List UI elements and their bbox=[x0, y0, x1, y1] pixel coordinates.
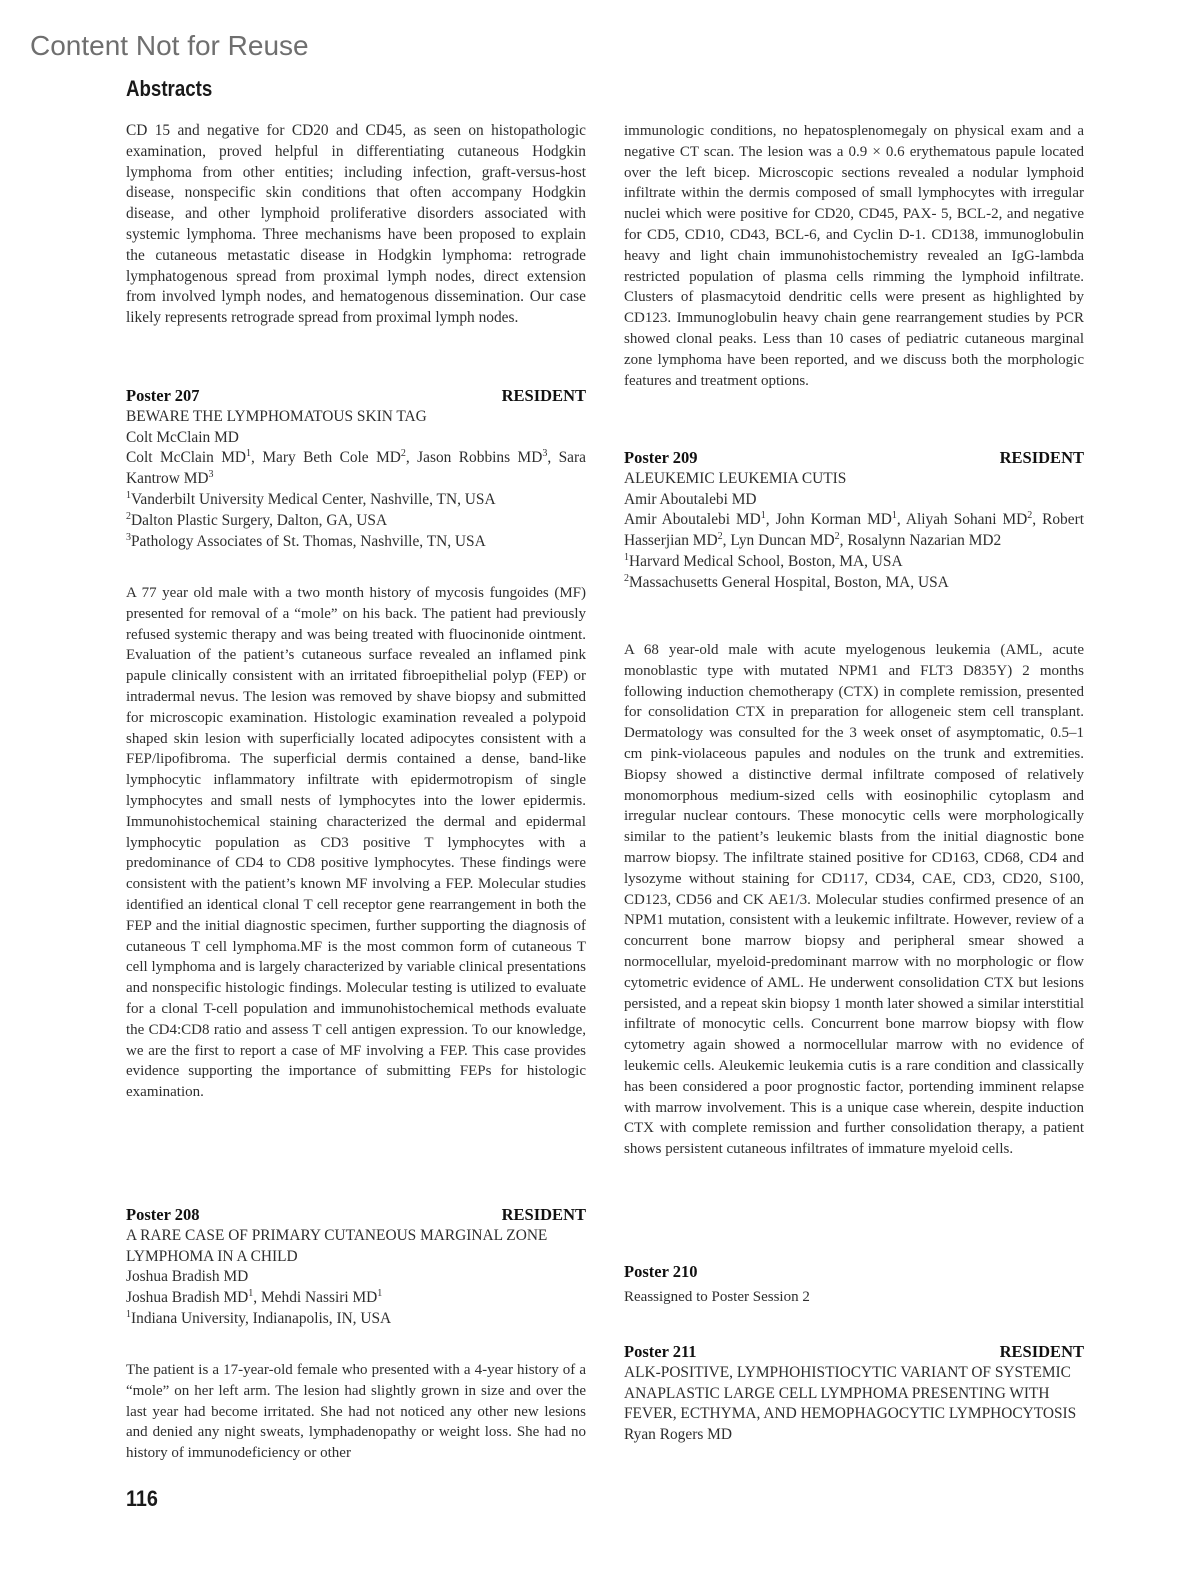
author-list: Colt McClain $MD^1$, Mary Beth Cole $MD^2$, Jason Robbins $MD^3$, Sara Kantrow $MD^3$ bbox=[126, 448, 586, 488]
section-title: Abstracts bbox=[126, 76, 213, 101]
author: Mary Beth Cole MD bbox=[262, 449, 401, 467]
author: John Korman MD bbox=[775, 511, 892, 529]
poster-209-body: A 68 year-old male with acute myelogenous leukemia (AML, acute monoblastic type with mutated NPM1 and FLT3 D835Y) 2 months following induction chemotherapy (CTX) in complete remission, presented for consolidation CTX in preparation for allogeneic stem cell transplant. Dermatology was consulted for the 3 week onset of asymptomatic, 0.5–1 cm pink-violaceous papules and nodules on the trunk and extremities. Biopsy showed a distinctive dermal infiltrate composed of relatively monomorphous medium-sized cells with eosinophilic cytoplasm and irregular nuclear contours. These monocytic cells were morphologically similar to the patient’s leukemic blasts from the initial diagnostic bone marrow biopsy. The infiltrate stained positive for CD163, CD68, CD4 and lysozyme without staining for CD117, CD34, CAE, CD3, CD20, S100, CD123, CD56 and CK AE1/3. Molecular studies confirmed presence of an NPM1 mutation, consistent with a leukemic infiltrate. However, review of a concurrent bone marrow biopsy and peripheral smear showed a normocellular, myeloid-predominant marrow with no morphologic or flow cytometric evidence of AML. He underwent consolidation CTX but lesions persisted, and a repeat skin biopsy 1 month later showed a similar interstitial infiltrate of monocytic cells. Concurrent bone marrow biopsy with flow cytometry again showed a normocellular marrow with no evidence of leukemic cells. Aleukemic leukemia cutis is a rare condition and classically has been considered a poor prognostic factor, portending imminent relapse with marrow involvement. This is a unique case wherein, despite induction CTX with complete remission and further consolidation therapy, a patient shows persistent cutaneous infiltrates of immature myeloid cells. bbox=[624, 642, 1084, 1158]
affiliation-superscript: 3 bbox=[126, 531, 131, 543]
poster-209 bbox=[624, 448, 1084, 594]
poster-header bbox=[624, 1342, 1084, 1363]
affiliation bbox=[624, 552, 1084, 573]
author-superscript: 1 bbox=[891, 510, 897, 522]
poster-header bbox=[624, 1262, 1084, 1283]
affiliation-text: Pathology Associates of St. Thomas, Nashville, TN, USA bbox=[131, 532, 486, 550]
affiliation-text: Indiana University, Indianapolis, IN, USA bbox=[131, 1309, 392, 1327]
author: Aliyah Sohani MD bbox=[905, 511, 1028, 529]
resident-badge: RESIDENT bbox=[999, 448, 1084, 467]
poster-header bbox=[126, 386, 586, 407]
author-superscript: 3 bbox=[208, 469, 214, 481]
poster-number: Poster 211 bbox=[624, 1342, 697, 1361]
poster-211 bbox=[624, 1342, 1084, 1446]
affiliation-superscript: 1 bbox=[624, 551, 629, 563]
affiliation-superscript: 2 bbox=[126, 510, 131, 522]
author-superscript: 1 bbox=[246, 448, 252, 460]
resident-badge: RESIDENT bbox=[501, 386, 586, 405]
poster-title: A RARE CASE OF PRIMARY CUTANEOUS MARGINAL ZONE LYMPHOMA IN A CHILD bbox=[126, 1226, 548, 1265]
author-superscript: 2 bbox=[400, 448, 406, 460]
poster-title: BEWARE THE LYMPHOMATOUS SKIN TAG bbox=[126, 407, 427, 425]
author-superscript: 2 bbox=[717, 531, 723, 543]
resident-badge: RESIDENT bbox=[999, 1342, 1084, 1361]
poster-header bbox=[624, 448, 1084, 469]
affiliation-superscript: 1 bbox=[126, 1308, 131, 1320]
poster-number: Poster 210 bbox=[624, 1262, 698, 1281]
author: Mehdi Nassiri MD bbox=[260, 1289, 378, 1307]
author-superscript: 1 bbox=[248, 1288, 254, 1300]
poster-number: Poster 208 bbox=[126, 1205, 200, 1224]
poster-208 bbox=[126, 1205, 586, 1330]
poster-header bbox=[126, 1205, 586, 1226]
author: Robert Hasserjian MD bbox=[624, 511, 1084, 550]
author: Rosalynn Nazarian MD2 bbox=[847, 532, 1002, 550]
author-superscript: 2 bbox=[1027, 510, 1033, 522]
author-list: Amir Aboutalebi $MD^1$, John Korman $MD^1$, Aliyah Sohani $MD^2$, Robert Hasserjian $MD^2$, Lyn Duncan $MD^2$, Rosalynn Nazarian MD2 bbox=[624, 510, 1084, 550]
presenter: Amir Aboutalebi MD bbox=[624, 490, 757, 508]
affiliation-superscript: 2 bbox=[624, 572, 629, 584]
affiliation bbox=[126, 490, 586, 511]
affiliation-list bbox=[624, 552, 1084, 594]
presenter: Ryan Rogers MD bbox=[624, 1426, 732, 1444]
affiliation bbox=[126, 532, 586, 553]
presenter: Colt McClain MD bbox=[126, 428, 239, 446]
presenter: Joshua Bradish MD bbox=[126, 1268, 249, 1286]
author-superscript: 1 bbox=[760, 510, 766, 522]
intro-paragraph: CD 15 and negative for CD20 and CD45, as seen on histopathologic examination, proved helpful in differentiating cutaneous Hodgkin lymphoma from other entities; including infection, graft-versus-host disease, nonspecific skin conditions that often accompany Hodgkin disease, and other lymphoid proliferative disorders associated with systemic lymphoma. Three mechanisms have been proposed to explain the cutaneous metastatic disease in Hodgkin lymphoma: retrograde lymphatogenous spread from proximal lymph nodes, direct extension from involved lymph nodes, and hematogenous dissemination. Our case likely represents retrograde spread from proximal lymph nodes. bbox=[126, 122, 586, 327]
author: Lyn Duncan MD bbox=[730, 532, 835, 550]
poster-number: Poster 209 bbox=[624, 448, 698, 467]
watermark: Content Not for Reuse bbox=[30, 30, 309, 61]
affiliation-list bbox=[126, 490, 586, 552]
author-superscript: 1 bbox=[377, 1288, 383, 1300]
poster-207 bbox=[126, 386, 586, 552]
author-list: Joshua Bradish $MD^1$, Mehdi Nassiri $MD^1$ bbox=[126, 1288, 383, 1307]
affiliation-superscript: 1 bbox=[126, 489, 131, 501]
affiliation-text: Harvard Medical School, Boston, MA, USA bbox=[629, 552, 903, 570]
poster-title: ALK-POSITIVE, LYMPHOHISTIOCYTIC VARIANT OF SYSTEMIC ANAPLASTIC LARGE CELL LYMPHOMA PRESENTING WITH FEVER, ECTHYMA, AND HEMOPHAGOCYTIC LYMPHOCYTOSIS bbox=[624, 1363, 1077, 1423]
affiliation bbox=[624, 573, 1084, 594]
affiliation-text: Massachusetts General Hospital, Boston, MA, USA bbox=[629, 573, 949, 591]
author-superscript: 2 bbox=[834, 531, 840, 543]
poster-number: Poster 207 bbox=[126, 386, 200, 405]
author: Amir Aboutalebi MD bbox=[624, 511, 761, 529]
poster-208-body-part2: immunologic conditions, no hepatosplenomegaly on physical exam and a negative CT scan. The lesion was a 0.9 × 0.6 erythematous papule located over the left bicep. Microscopic sections revealed a nodular lymphoid infiltrate within the dermis composed of small lymphocytes with irregular nuclei which were positive for CD20, CD45, PAX- 5, BCL-2, and negative for CD5, CD10, CD43, BCL-6, and Cyclin D-1. CD138, immunoglobulin heavy and light chain immunohistochemistry revealed an IgG-lambda restricted population of plasma cells rimming the lymphoid infiltrate. Clusters of plasmacytoid dendritic cells were present as highlighted by CD123. Immunoglobulin heavy chain gene rearrangement studies by PCR showed clonal peaks. Less than 10 cases of pediatric cutaneous marginal zone lymphoma have been reported, and we discuss both the morphologic features and treatment options. bbox=[624, 123, 1084, 389]
poster-208-body-part1: The patient is a 17-year-old female who presented with a 4-year history of a “mole” on her left arm. The lesion had slightly grown in size and over the last year had become irritated. She had not noticed any other new lesions and denied any night sweats, lymphadenopathy or weight loss. She had no history of immunodeficiency or other bbox=[126, 1362, 586, 1462]
author: Jason Robbins MD bbox=[417, 449, 543, 467]
poster-title: ALEUKEMIC LEUKEMIA CUTIS bbox=[624, 469, 847, 487]
poster-207-body: A 77 year old male with a two month history of mycosis fungoides (MF) presented for removal of a “mole” on his back. The patient had previously refused systemic therapy and was being treated with fluocinonide ointment. Evaluation of the patient’s cutaneous surface revealed an inflamed pink papule clinically consistent with an irritated fibroepithelial polyp (FEP) or intradermal nevus. The lesion was removed by shave biopsy and submitted for microscopic examination. Histologic examination revealed a polypoid shaped skin lesion with superficially located adipocytes consistent with a FEP/lipofibroma. The superficial dermis contained a dense, band-like lymphocytic inflammatory infiltrate with epidermotropism of single lymphocytes and small nests of lymphocytes into the lower epidermis. Immunohistochemical staining characterized the dermal and epidermal lymphocytic population as CD3 positive T lymphocytes with a predominance of CD4 to CD8 positive lymphocytes. These findings were consistent with the patient’s known MF involving a FEP. Molecular studies identified an identical clonal T cell receptor gene rearrangement in both the FEP and the initial diagnostic specimen, further supporting the diagnosis of cutaneous T cell lymphoma.MF is the most common form of cutaneous T cell lymphoma and is largely characterized by variable clinical presentations and nonspecific histologic findings. Molecular testing is utilized to evaluate for a clonal T-cell population and immunohistochemical methods evaluate the CD4:CD8 ratio and assess T cell antigen expression. To our knowledge, we are the first to report a case of MF involving a FEP. This case provides evidence supporting the importance of submitting FEPs for histologic examination. bbox=[126, 585, 586, 1101]
author: Sara Kantrow MD bbox=[126, 449, 586, 488]
affiliation bbox=[126, 511, 586, 532]
affiliation-text: Dalton Plastic Surgery, Dalton, GA, USA bbox=[131, 511, 388, 529]
page-number: 116 bbox=[126, 1486, 158, 1511]
poster-note: Reassigned to Poster Session 2 bbox=[624, 1288, 810, 1305]
resident-badge: RESIDENT bbox=[501, 1205, 586, 1224]
author: Colt McClain MD bbox=[126, 449, 247, 467]
poster-210 bbox=[624, 1262, 1084, 1308]
affiliation-list bbox=[126, 1309, 586, 1330]
author: Joshua Bradish MD bbox=[126, 1289, 249, 1307]
affiliation bbox=[126, 1309, 586, 1330]
author-superscript: 3 bbox=[542, 448, 548, 460]
affiliation-text: Vanderbilt University Medical Center, Nashville, TN, USA bbox=[131, 490, 496, 508]
